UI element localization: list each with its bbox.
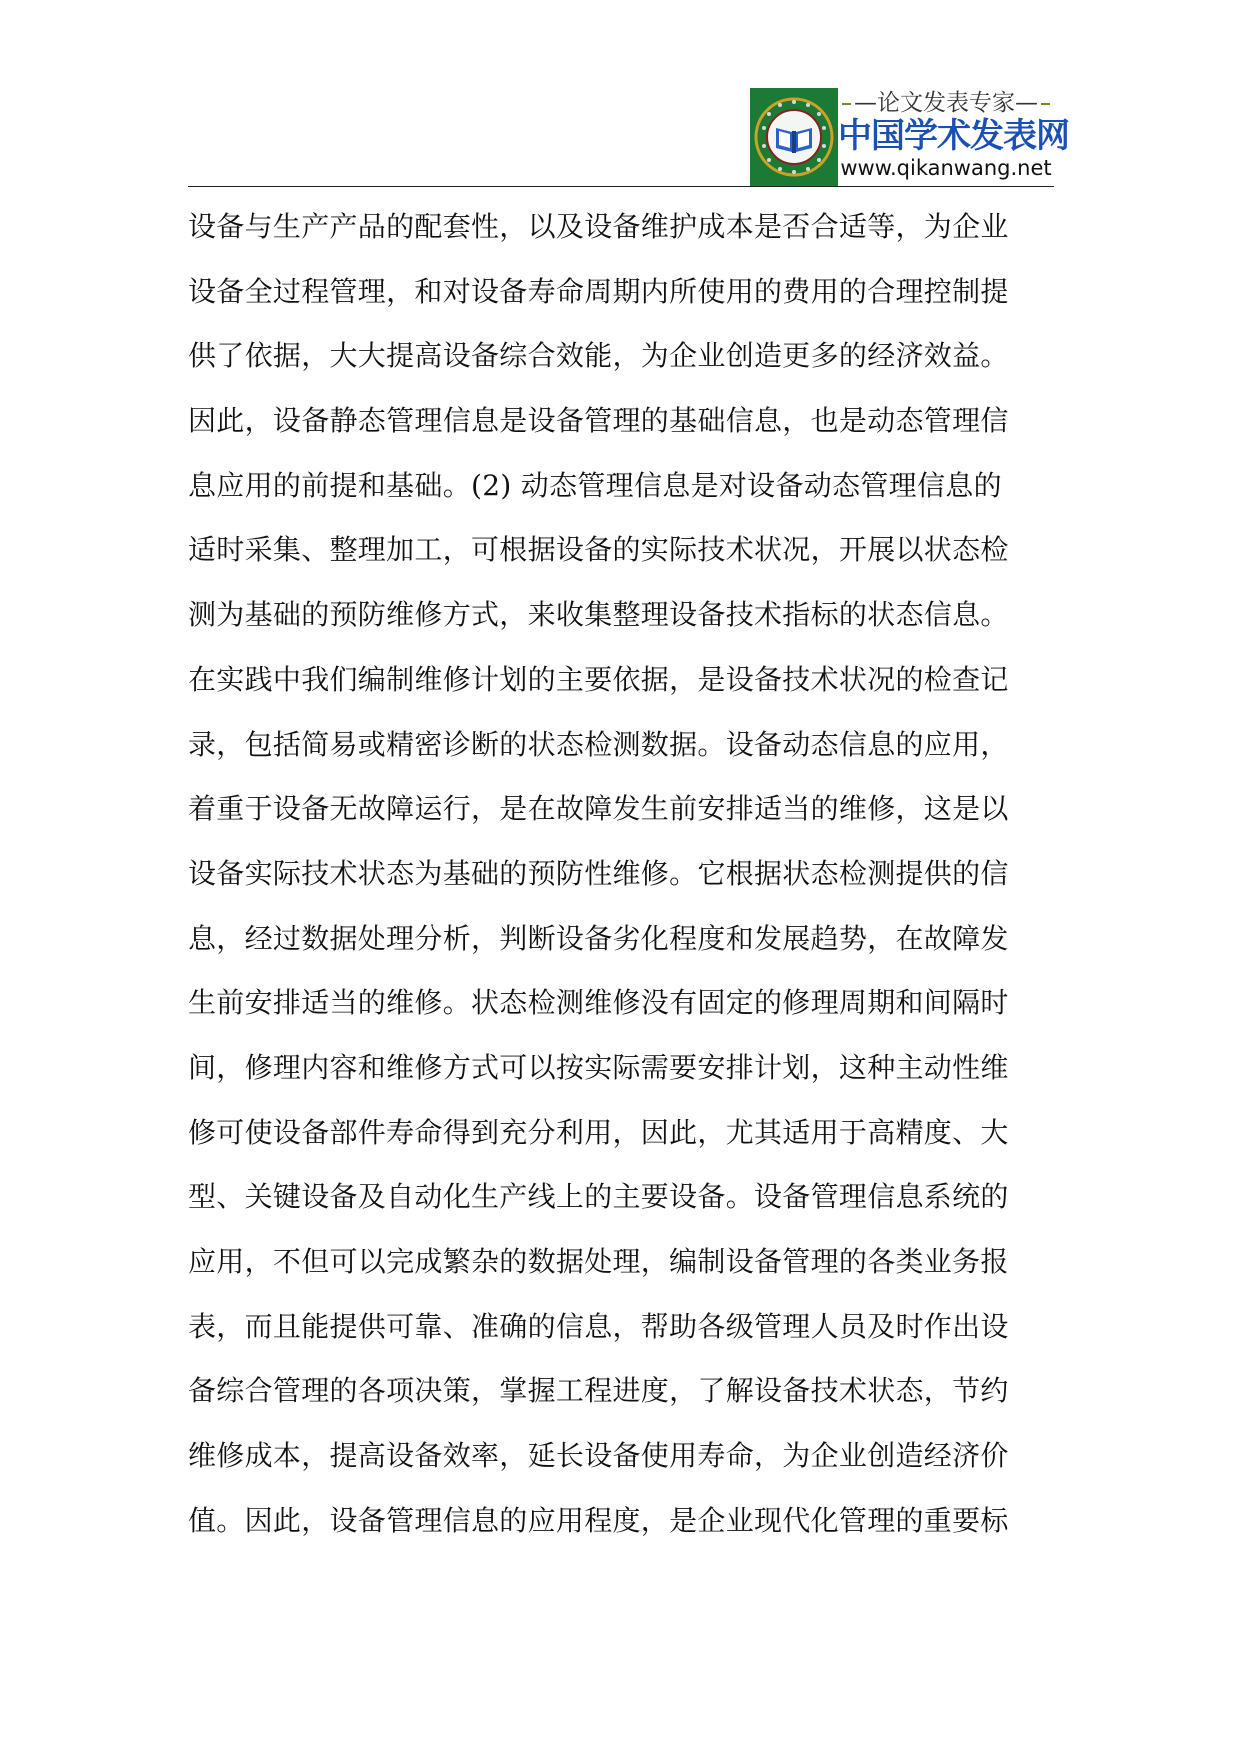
header-divider [188,186,1054,187]
text-line: 表，而且能提供可靠、准确的信息，帮助各级管理人员及时作出设 [188,1309,1009,1343]
text-line: 值。因此，设备管理信息的应用程度，是企业现代化管理的重要标 [188,1503,1009,1537]
text-line: 录，包括简易或精密诊断的状态检测数据。设备动态信息的应用， [188,727,1009,761]
text-line: 修可使设备部件寿命得到充分利用，因此，尤其适用于高精度、大 [188,1115,1009,1149]
book-seal-icon [750,88,838,186]
document-body [188,195,1054,1553]
text-line: 着重于设备无故障运行，是在故障发生前安排适当的维修，这是以 [188,792,1009,826]
text-line: 生前安排适当的维修。状态检测维修没有固定的修理周期和间隔时 [188,986,1009,1020]
text-line: 维修成本，提高设备效率，延长设备使用寿命，为企业创造经济价 [188,1439,1009,1473]
site-logo [750,88,1069,186]
text-line: 型、关键设备及自动化生产线上的主要设备。设备管理信息系统的 [188,1180,1009,1214]
text-line: 息应用的前提和基础。(2) 动态管理信息是对设备动态管理信息的 [188,468,1002,502]
logo-site-name: 中国学术发表网 [838,116,1069,156]
text-line: 测为基础的预防维修方式，来收集整理设备技术指标的状态信息。 [188,598,1009,632]
text-line: 供了依据，大大提高设备综合效能，为企业创造更多的经济效益。 [188,339,1009,373]
text-line: 在实践中我们编制维修计划的主要依据，是设备技术状况的检查记 [188,662,1009,696]
text-line: 息，经过数据处理分析，判断设备劣化程度和发展趋势，在故障发 [188,921,1009,955]
page-header [188,88,1069,186]
text-line: 因此，设备静态管理信息是设备管理的基础信息，也是动态管理信 [188,404,1009,438]
logo-url: www.qikanwang.net [840,156,1052,180]
text-line: 备综合管理的各项决策，掌握工程进度，了解设备技术状态，节约 [188,1374,1009,1408]
text-line: 间，修理内容和维修方式可以按实际需要安排计划，这种主动性维 [188,1050,1009,1084]
seal-emblem [750,88,838,186]
logo-tagline [838,89,1054,117]
text-line: 应用，不但可以完成繁杂的数据处理，编制设备管理的各类业务报 [188,1245,1009,1278]
text-line: 适时采集、整理加工，可根据设备的实际技术状况，开展以状态检 [188,533,1009,567]
text-line: 设备实际技术状态为基础的预防性维修。它根据状态检测提供的信 [188,856,1009,890]
text-line: 设备全过程管理，和对设备寿命周期内所使用的费用的合理控制提 [188,274,1009,308]
logo-tagline-text: —论文发表专家— [851,90,1041,116]
text-line: 设备与生产产品的配套性，以及设备维护成本是否合适等，为企业 [188,210,1009,243]
